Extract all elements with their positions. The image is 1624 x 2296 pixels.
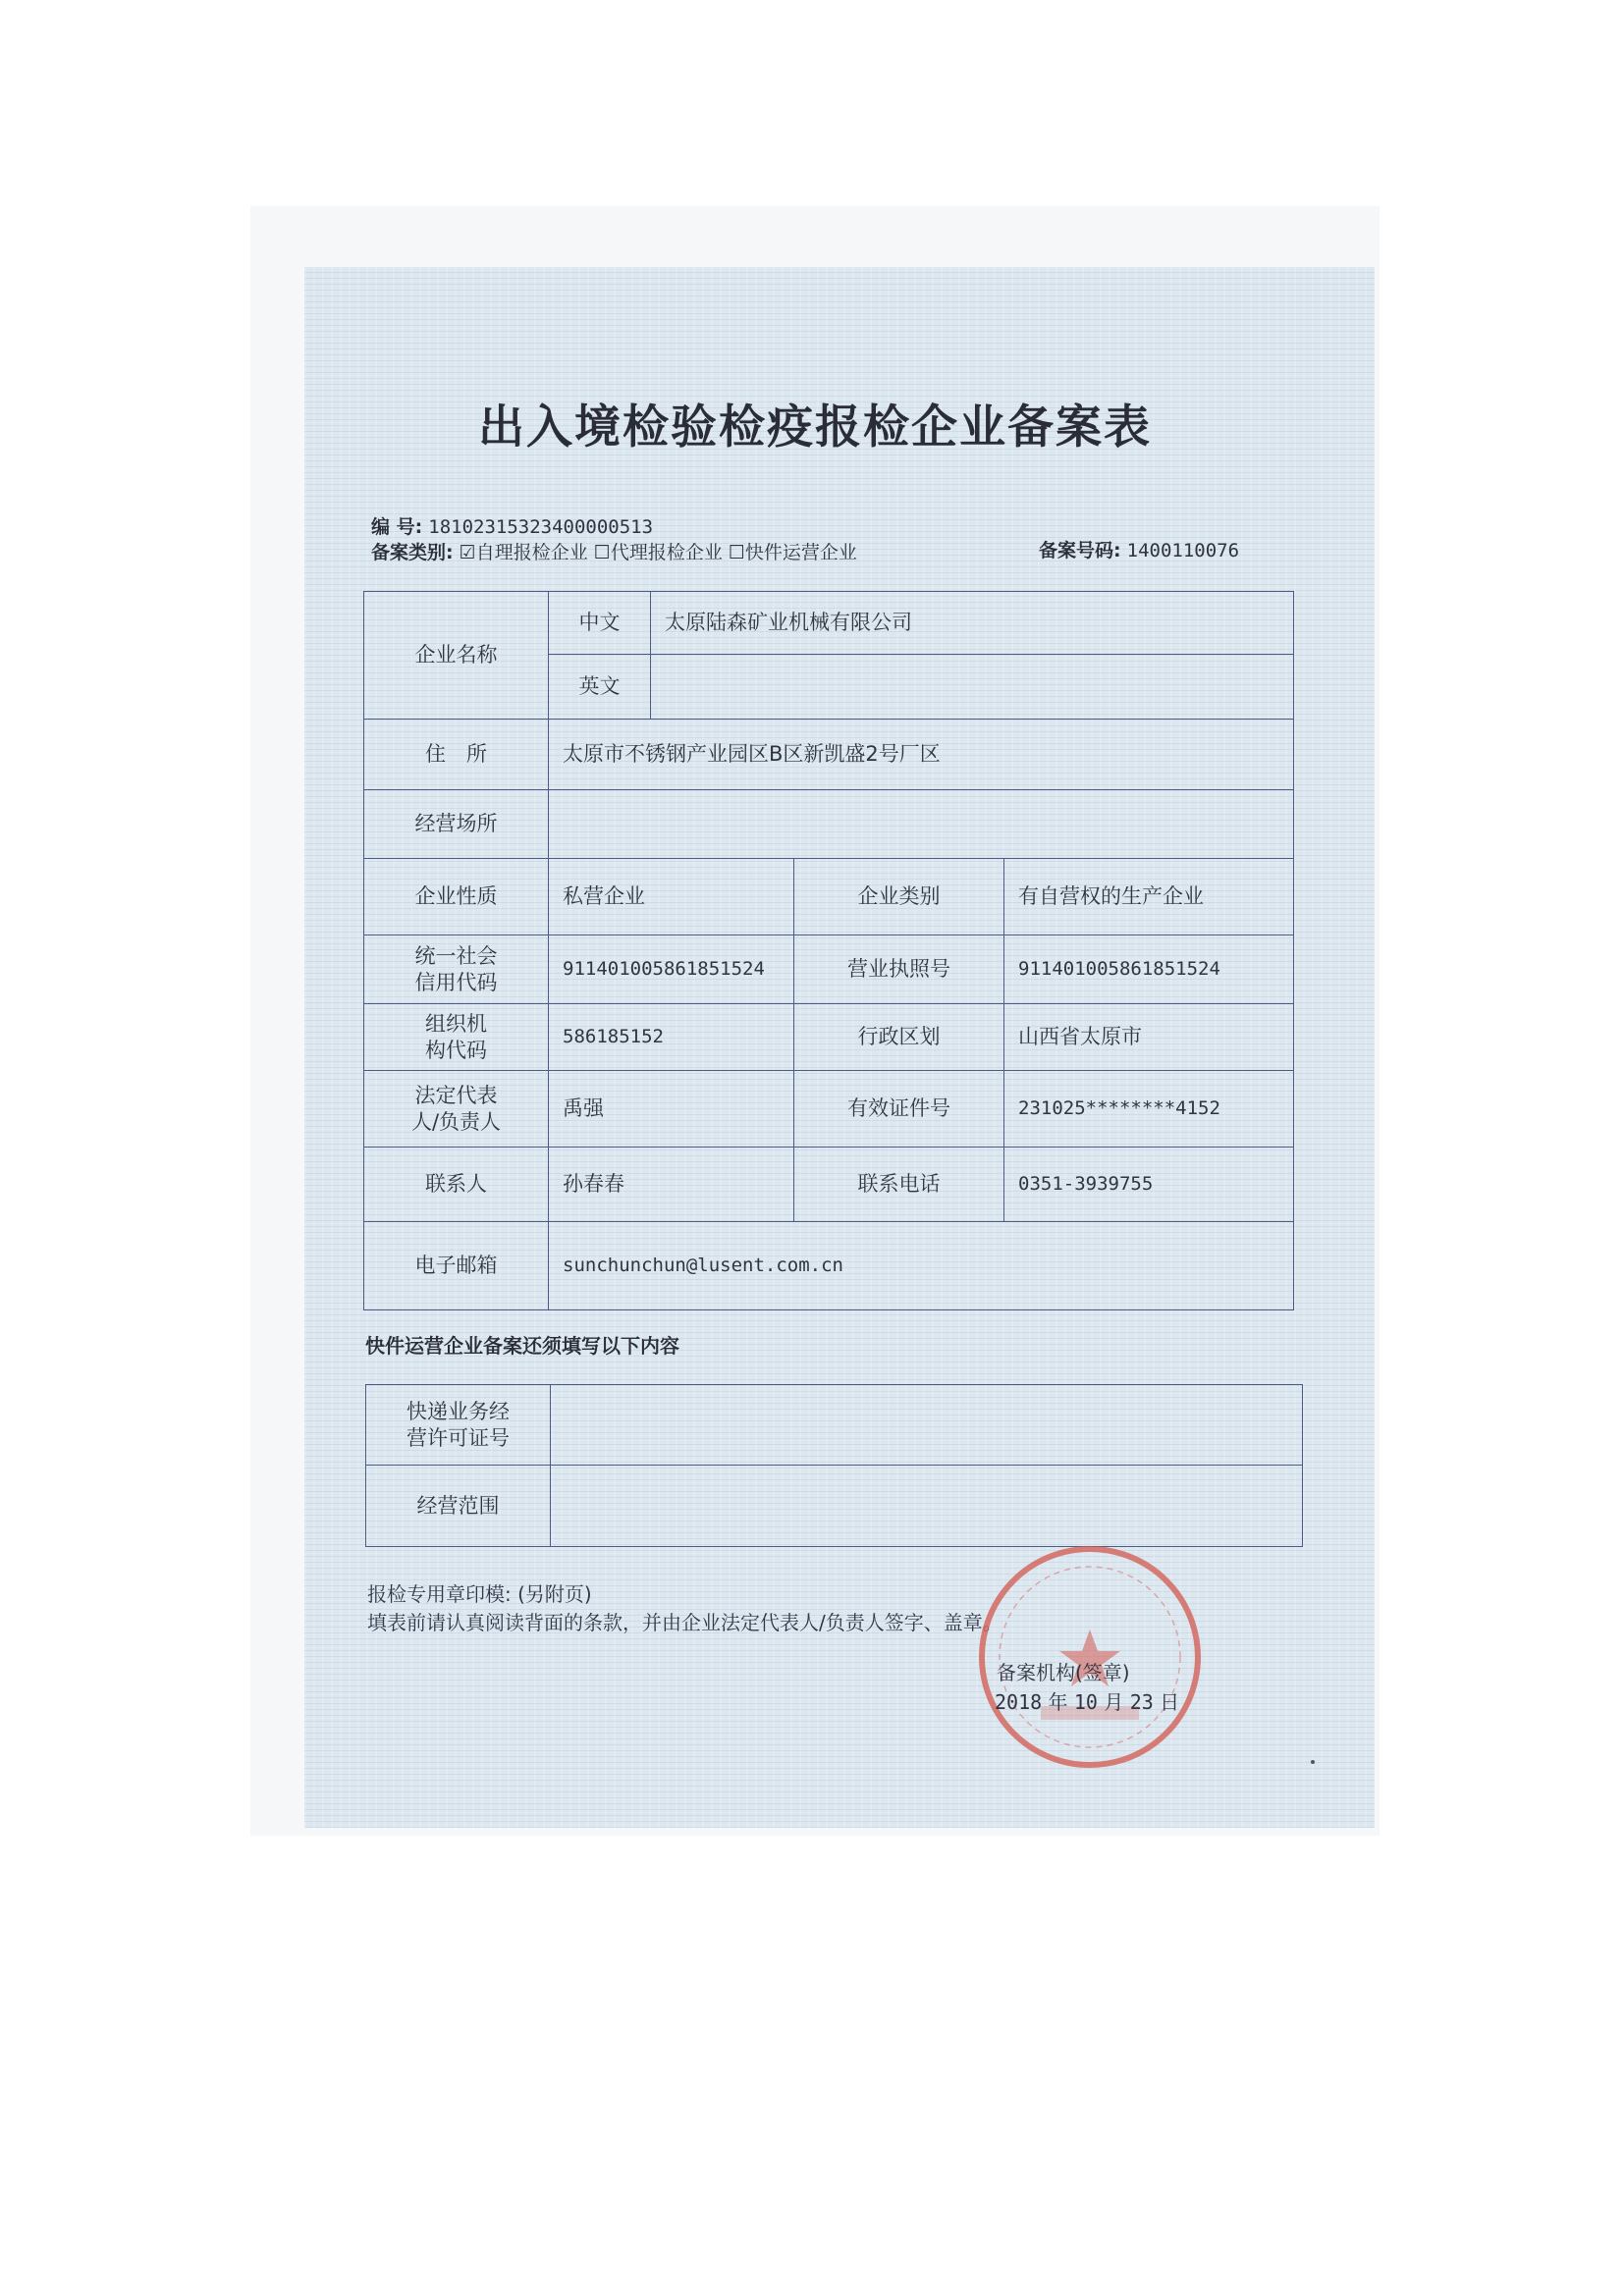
option-self-checkbox[interactable]: ☑ xyxy=(459,542,476,563)
sign-date xyxy=(995,1686,1179,1715)
en-label: 英文 xyxy=(549,655,651,720)
credit-code-label: 统一社会 信用代码 xyxy=(364,935,549,1004)
express-scope-label: 经营范围 xyxy=(366,1466,551,1546)
legal-rep-value-field[interactable]: 禹强 xyxy=(549,1071,794,1148)
serial-value: 18102315323400000513 xyxy=(428,516,654,538)
option-agent-checkbox[interactable]: ☐ xyxy=(593,542,611,563)
org-code-label: 组织机 构代码 xyxy=(364,1004,549,1071)
agency-signature-label: 备案机构(签章) xyxy=(997,1661,1130,1684)
en-value-field[interactable] xyxy=(651,655,1293,720)
license-label: 营业执照号 xyxy=(794,935,1004,1004)
category-row xyxy=(371,538,857,564)
express-license-value-field[interactable] xyxy=(551,1385,1302,1466)
company-name-label: 企业名称 xyxy=(364,592,549,720)
premises-label: 经营场所 xyxy=(364,790,549,859)
legal-rep-label: 法定代表 人/负责人 xyxy=(364,1071,549,1148)
category-value-field[interactable]: 有自营权的生产企业 xyxy=(1004,859,1293,935)
org-code-value-field[interactable]: 586185152 xyxy=(549,1004,794,1071)
serial-row xyxy=(371,512,653,539)
record-no-label: 备案号码: xyxy=(1039,540,1121,561)
region-value-field[interactable]: 山西省太原市 xyxy=(1004,1004,1293,1071)
phone-value-field[interactable]: 0351-3939755 xyxy=(1004,1148,1293,1222)
id-label: 有效证件号 xyxy=(794,1071,1004,1148)
credit-code-value-field[interactable]: 911401005861851524 xyxy=(549,935,794,1004)
option-express-checkbox[interactable]: ☐ xyxy=(728,542,745,563)
record-no-value: 1400110076 xyxy=(1126,540,1240,561)
category-label: 备案类别: xyxy=(371,542,454,563)
express-form-table xyxy=(365,1384,1303,1547)
option-self-label: 自理报检企业 xyxy=(475,542,588,563)
main-form-table xyxy=(363,591,1294,1310)
option-agent-label: 代理报检企业 xyxy=(610,542,723,563)
option-express-label: 快件运营企业 xyxy=(744,542,857,563)
serial-label: 编 号: xyxy=(371,516,423,538)
express-section-heading: 快件运营企业备案还须填写以下内容 xyxy=(365,1334,679,1358)
express-scope-value-field[interactable] xyxy=(551,1466,1302,1546)
license-value-field[interactable]: 911401005861851524 xyxy=(1004,935,1293,1004)
seal-sample-note: 报检专用章印模: (另附页) xyxy=(367,1582,592,1606)
record-no-row xyxy=(1039,536,1239,562)
date-month-unit: 月 xyxy=(1104,1690,1124,1714)
premises-value-field[interactable] xyxy=(549,790,1293,859)
nature-value-field[interactable]: 私营企业 xyxy=(549,859,794,935)
contact-value-field[interactable]: 孙春春 xyxy=(549,1148,794,1222)
date-year-unit: 年 xyxy=(1048,1690,1068,1714)
express-license-label: 快递业务经 营许可证号 xyxy=(366,1385,551,1466)
id-value-field[interactable]: 231025********4152 xyxy=(1004,1071,1293,1148)
cn-label: 中文 xyxy=(549,592,651,655)
date-month: 10 xyxy=(1073,1690,1098,1714)
address-value-field[interactable]: 太原市不锈钢产业园区B区新凯盛2号厂区 xyxy=(549,720,1293,790)
date-day: 23 xyxy=(1129,1690,1154,1714)
contact-label: 联系人 xyxy=(364,1148,549,1222)
email-label: 电子邮箱 xyxy=(364,1222,549,1309)
email-value-field[interactable]: sunchunchun@lusent.com.cn xyxy=(563,1254,843,1276)
category-label-cell: 企业类别 xyxy=(794,859,1004,935)
instruction-note: 填表前请认真阅读背面的条款，并由企业法定代表人/负责人签字、盖章。 xyxy=(367,1611,1002,1634)
region-label: 行政区划 xyxy=(794,1004,1004,1071)
form-title: 出入境检验检疫报检企业备案表 xyxy=(478,400,1152,454)
date-year: 2018 xyxy=(995,1690,1043,1714)
address-label: 住 所 xyxy=(364,720,549,790)
cn-value-field[interactable]: 太原陆森矿业机械有限公司 xyxy=(651,592,1293,655)
date-day-unit: 日 xyxy=(1160,1690,1180,1714)
nature-label: 企业性质 xyxy=(364,859,549,935)
scan-speck xyxy=(1311,1760,1315,1764)
phone-label: 联系电话 xyxy=(794,1148,1004,1222)
